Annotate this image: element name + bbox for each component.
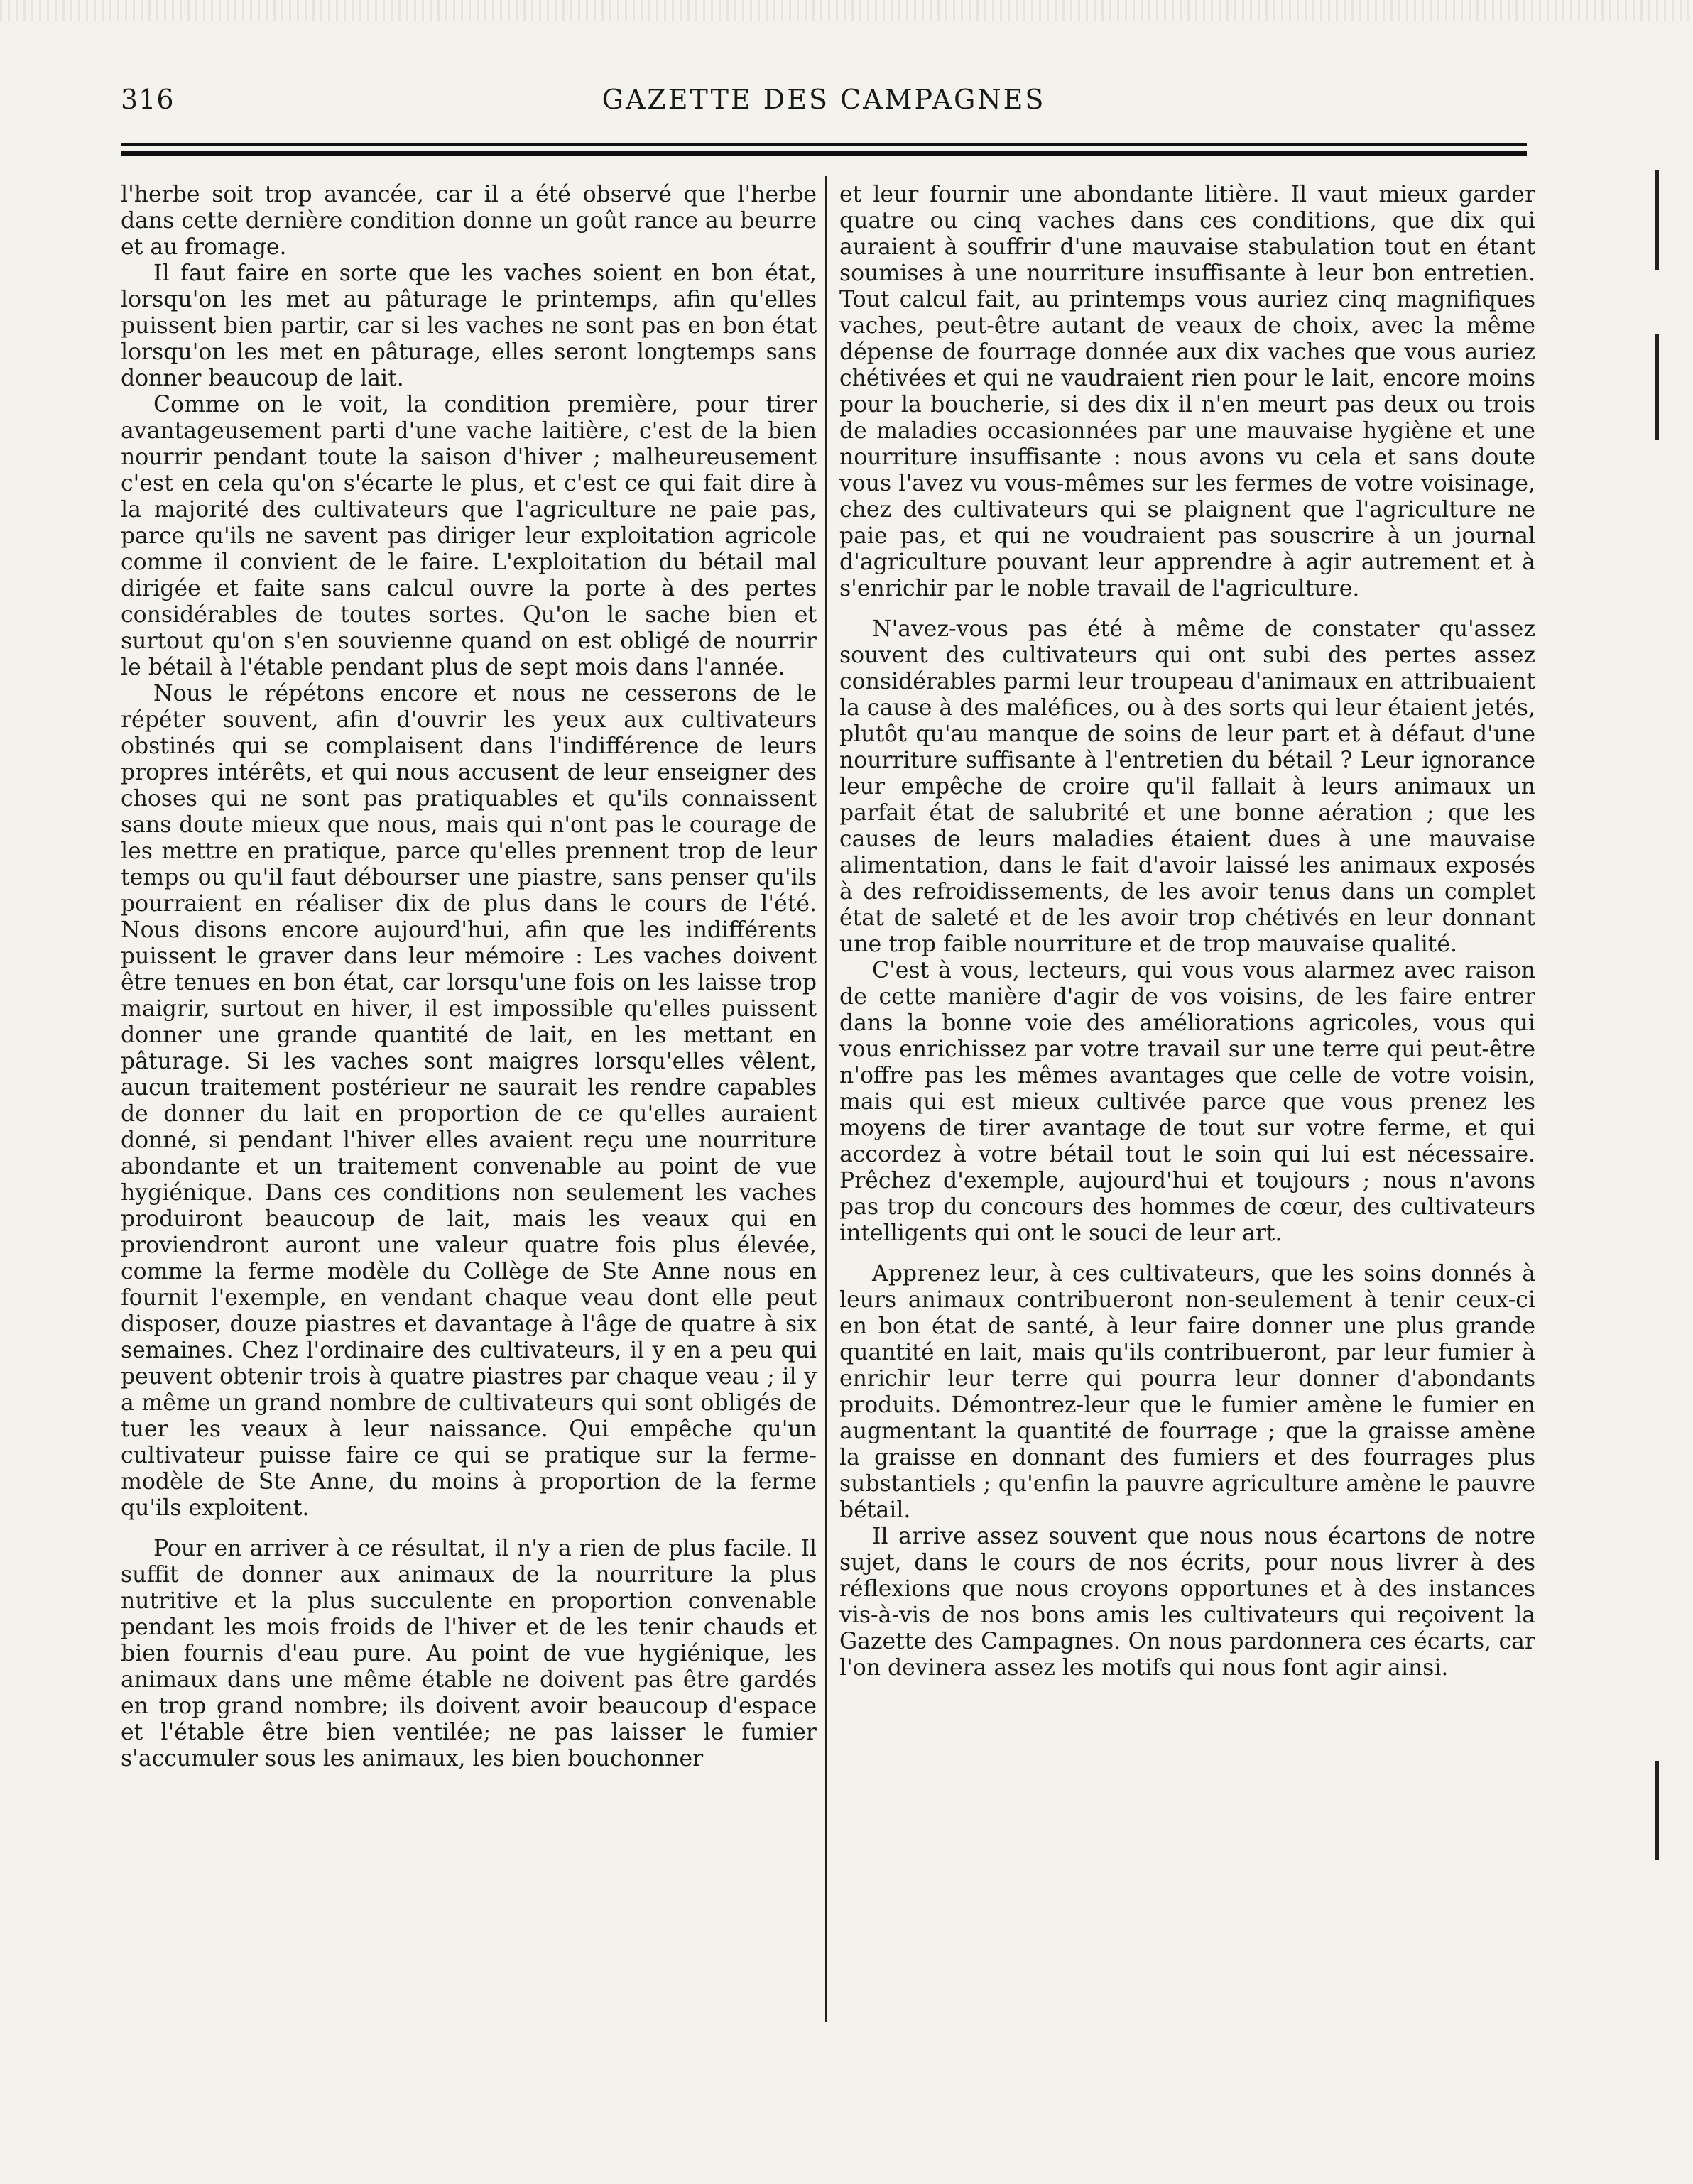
paragraph: Nous le répétons encore et nous ne cesserons de le répéter souvent, afin d'ouvrir les yeux aux cultivateurs obstinés qui se complaisent dans l'indifférence de leurs propres intérêts, et qui nous accusent de leur enseigner des choses qui ne sont pas pratiquables et qu'ils connaissent sans doute mieux que nous, mais qui n'ont pas le courage de les mettre en pratique, parce qu'elles prennent trop de leur temps ou qu'il faut débourser une piastre, sans penser qu'ils pourraient en réaliser dix de plus dans le cours de l'été. Nous disons encore aujourd'hui, afin que les indifférents puissent le graver dans leur mémoire : Les vaches doivent être tenues en bon état, car lorsqu'une fois on les laisse trop maigrir, surtout en hiver, il est impossible qu'elles puissent donner une grande quantité de lait, en les mettant en pâturage. Si les vaches sont maigres lorsqu'elles vêlent, aucun traitement postérieur ne saurait les rendre capables de donner du lait en proportion de ce qu'elles auraient donné, si pendant l'hiver elles avaient reçu une nourriture abondante et un traitement convenable au point de vue hygiénique. Dans ces conditions non seulement les vaches produiront beaucoup de lait, mais les veaux qui en proviendront auront une valeur quatre fois plus élevée, comme la ferme modèle du Collège de Ste Anne nous en fournit l'exemple, en vendant chaque veau dont elle peut disposer, douze piastres et davantage à l'âge de quatre à six semaines. Chez l'ordinaire des cultivateurs, il y en a peu qui peuvent obtenir trois à quatre piastres par chaque veau ; il y a même un grand nombre de cultivateurs qui sont obligés de tuer les veaux à leur naissance. Qui empêche qu'un cultivateur puisse faire ce qui se pratique sur la ferme-modèle de Ste Anne, du moins à proportion de la ferme qu'ils exploitent. xyxy=(121,681,817,1521)
journal-title: GAZETTE DES CAMPAGNES xyxy=(601,84,1046,115)
header-rule-thin xyxy=(121,143,1527,146)
left-column xyxy=(121,182,817,1772)
paragraph: C'est à vous, lecteurs, qui vous vous alarmez avec raison de cette manière d'agir de vos voisins, de les faire entrer dans la bonne voie des améliorations agricoles, vous qui vous enrichissez par votre travail sur une terre qui peut-être n'offre pas les mêmes avantages que celle de votre voisin, mais qui est mieux cultivée parce que vous prenez les moyens de tirer avantage de tout sur votre ferme, et qui accordez à votre bétail tout le soin qui lui est nécessaire. Prêchez d'exemple, aujourd'hui et toujours ; nous n'avons pas trop du concours des hommes de cœur, des cultivateurs intelligents qui ont le souci de leur art. xyxy=(839,958,1535,1246)
margin-mark xyxy=(1655,334,1659,440)
paragraph: Comme on le voit, la condition première, pour tirer avantageusement parti d'une vache laitière, c'est de la bien nourrir pendant toute la saison d'hiver ; malheureusement c'est en cela qu'on s'écarte le plus, et c'est ce qui fait dire à la majorité des cultivateurs que l'agriculture ne paie pas, parce qu'ils ne savent pas diriger leur exploitation agricole comme il convient de le faire. L'exploitation du bétail mal dirigée et faite sans calcul ouvre la porte à des pertes considérables de toutes sortes. Qu'on le sache bien et surtout qu'on s'en souvienne quand on est obligé de nourrir le bétail à l'étable pendant plus de sept mois dans l'année. xyxy=(121,392,817,680)
scan-noise xyxy=(0,0,1693,21)
paragraph: Apprenez leur, à ces cultivateurs, que les soins donnés à leurs animaux contribueront non-seulement à tenir ceux-ci en bon état de santé, à leur faire donner une plus grande quantité en lait, mais qu'ils contribueront, par leur fumier à enrichir leur terre qui pourra leur donner d'abondants produits. Démontrez-leur que le fumier amène le fumier en augmentant la quantité de fourrage ; que la graisse amène la graisse en donnant des fumiers et des fourrages plus substantiels ; qu'enfin la pauvre agriculture amène le pauvre bétail. xyxy=(839,1261,1535,1523)
page-header xyxy=(121,84,1527,126)
paragraph: N'avez-vous pas été à même de constater qu'assez souvent des cultivateurs qui ont subi des pertes assez considérables parmi leur troupeau d'animaux en attribuaient la cause à des maléfices, ou à des sorts qui leur étaient jetés, plutôt qu'au manque de soins de leur part et à défaut d'une nourriture suffisante à l'entretien du bétail ? Leur ignorance leur empêche de croire qu'il fallait à leurs animaux un parfait état de salubrité et une bonne aération ; que les causes de leurs maladies étaient dues à une mauvaise alimentation, dans le fait d'avoir laissé les animaux exposés à des refroidissements, de les avoir tenus dans un complet état de saleté et de les avoir trop chétivés en leur donnant une trop faible nourriture et de trop mauvaise qualité. xyxy=(839,616,1535,957)
margin-mark xyxy=(1655,170,1659,270)
paragraph: Il arrive assez souvent que nous nous écartons de notre sujet, dans le cours de nos écrits, pour nous livrer à des réflexions que nous croyons opportunes et à des instances vis-à-vis de nos bons amis les cultivateurs qui reçoivent la Gazette des Campagnes. On nous pardonnera ces écarts, car l'on devinera assez les motifs qui nous font agir ainsi. xyxy=(839,1524,1535,1681)
paragraph: Pour en arriver à ce résultat, il n'y a rien de plus facile. Il suffit de donner aux animaux de la nourriture la plus nutritive et la plus succulente en proportion convenable pendant les mois froids de l'hiver et de les tenir chauds et bien fournis d'eau pure. Au point de vue hygiénique, les animaux dans une même étable ne doivent pas être gardés en trop grand nombre; ils doivent avoir beaucoup d'espace et l'étable être bien ventilée; ne pas laisser le fumier s'accumuler sous les animaux, les bien bouchonner xyxy=(121,1536,817,1771)
header-rule-thick xyxy=(121,151,1527,156)
paragraph: et leur fournir une abondante litière. Il vaut mieux garder quatre ou cinq vaches dans ces conditions, que dix qui auraient à souffrir d'une mauvaise stabulation tout en étant soumises à une nourriture insuffisante à leur bon entretien. Tout calcul fait, au printemps vous auriez cinq magnifiques vaches, peut-être autant de veaux de choix, avec la même dépense de fourrage donnée aux dix vaches que vous auriez chétivées et qui ne vaudraient rien pour le lait, encore moins pour la boucherie, si des dix il n'en meurt pas deux ou trois de maladies occasionnées par une mauvaise hygiène et une nourriture insuffisante : nous avons vu cela et sans doute vous l'avez vu vous-mêmes sur les fermes de votre voisinage, chez des cultivateurs qui se plaignent que l'agriculture ne paie pas, et qui ne voudraient pas souscrire à un journal d'agriculture pouvant leur apprendre à agir autrement et à s'enrichir par le noble travail de l'agriculture. xyxy=(839,182,1535,601)
right-column xyxy=(839,182,1535,1681)
paragraph: l'herbe soit trop avancée, car il a été observé que l'herbe dans cette dernière condition donne un goût rance au beurre et au fromage. xyxy=(121,182,817,260)
paragraph: Il faut faire en sorte que les vaches soient en bon état, lorsqu'on les met au pâturage le printemps, afin qu'elles puissent bien partir, car si les vaches ne sont pas en bon état lorsqu'on les met en pâturage, elles seront longtemps sans donner beaucoup de lait. xyxy=(121,261,817,391)
column-divider xyxy=(825,176,827,2022)
margin-mark xyxy=(1655,1761,1659,1860)
page-number: 316 xyxy=(121,84,175,115)
